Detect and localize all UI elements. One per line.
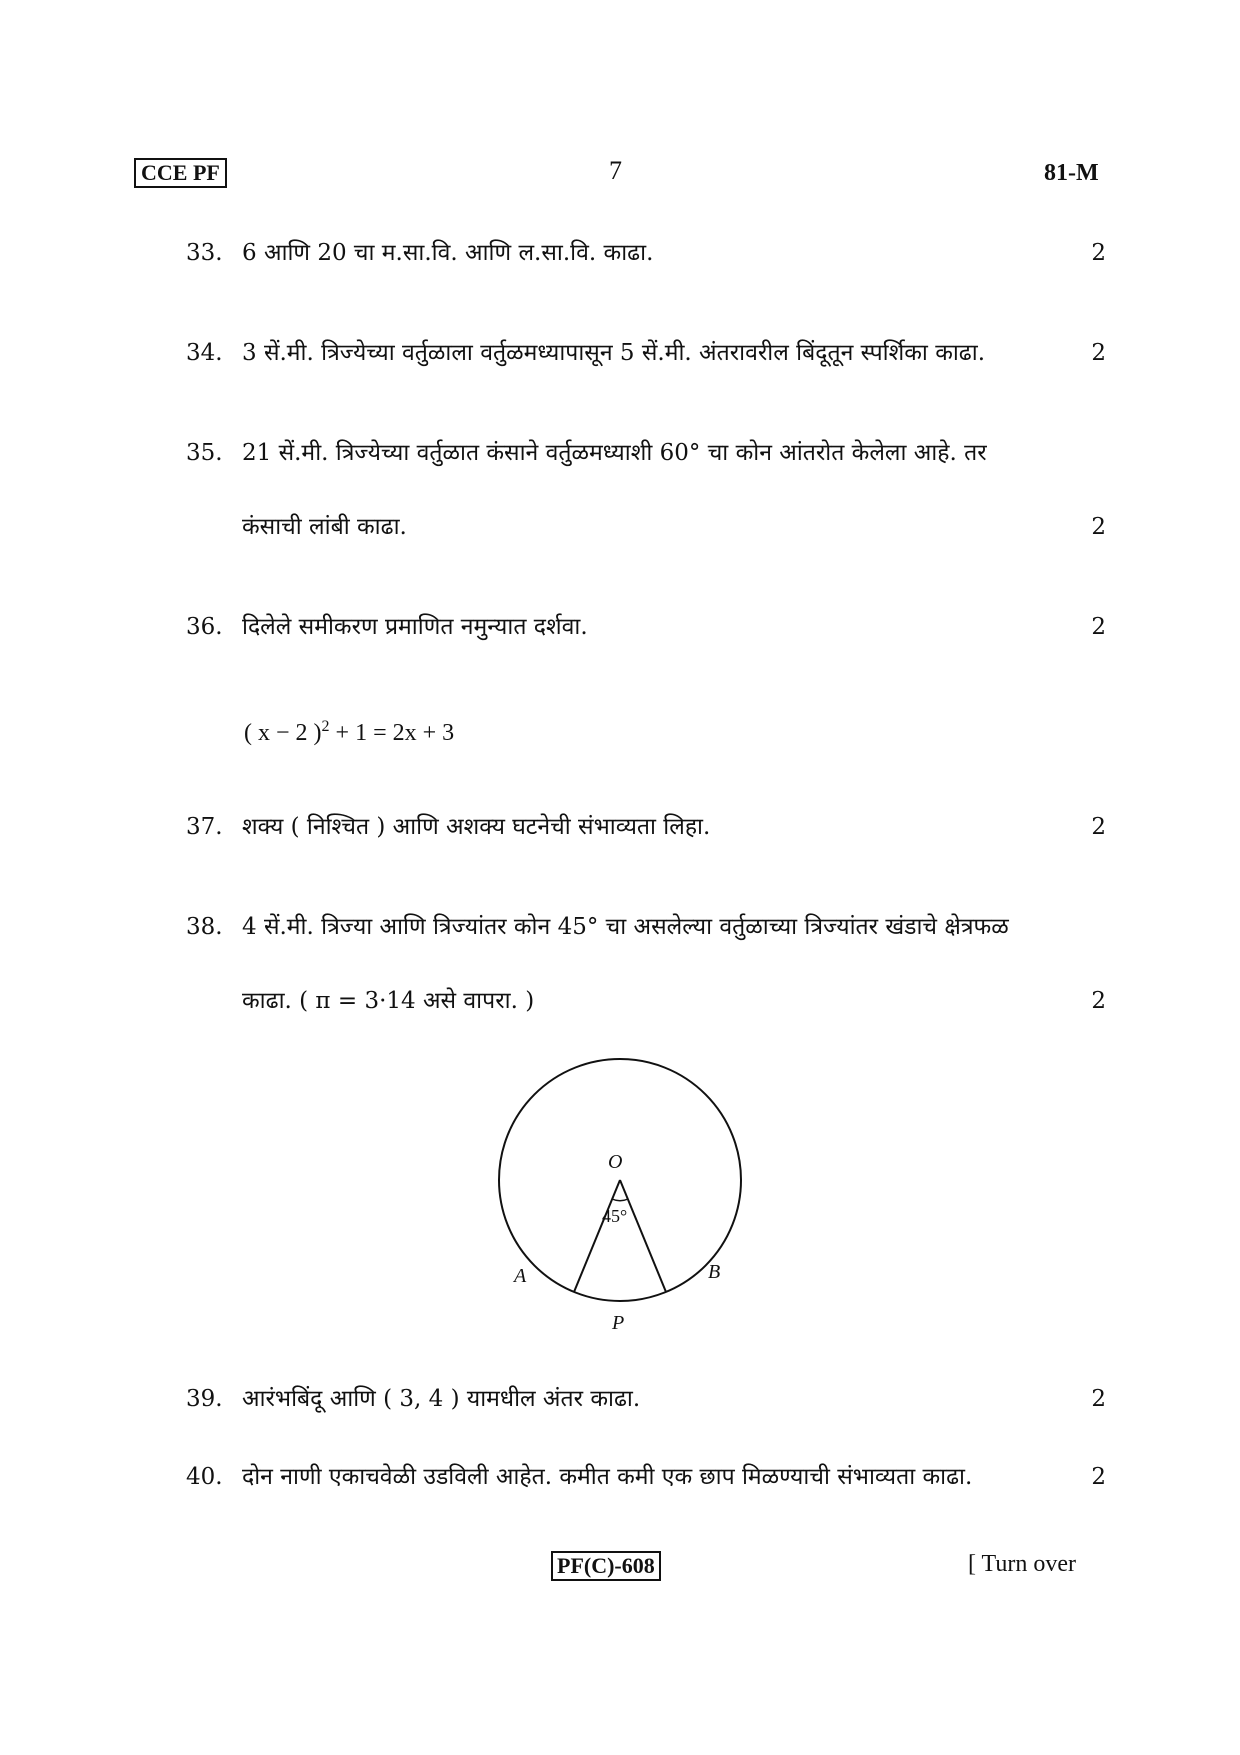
question-text: 21 सें.मी. त्रिज्येच्या वर्तुळात कंसाने वर्तुळमध्याशी 60° चा कोन आंतरोत केलेला आहे. तर	[242, 440, 987, 466]
equation-rest: + 1 = 2x + 3	[329, 720, 455, 746]
question-text: दिलेले समीकरण प्रमाणित नमुन्यात दर्शवा.	[242, 614, 588, 640]
question-marks: 2	[1091, 814, 1106, 840]
question-36	[186, 612, 1106, 642]
question-number: 36.	[186, 614, 223, 640]
sector-diagram	[490, 1050, 750, 1340]
question-number: 37.	[186, 814, 223, 840]
question-marks: 2	[1091, 340, 1106, 366]
question-33	[186, 238, 1106, 268]
label-a: A	[514, 1265, 527, 1287]
question-marks: 2	[1091, 1464, 1106, 1490]
equation	[244, 712, 454, 748]
question-number: 35.	[186, 440, 223, 466]
question-marks: 2	[1091, 514, 1106, 540]
question-38	[186, 912, 1106, 942]
question-continuation: काढा. ( π = 3·14 असे वापरा. )	[242, 988, 535, 1014]
question-text: 3 सें.मी. त्रिज्येच्या वर्तुळाला वर्तुळमध्यापासून 5 सें.मी. अंतरावरील बिंदूतून स्पर्शिका काढा.	[242, 340, 986, 366]
question-39	[186, 1384, 1106, 1414]
page-number: 7	[609, 156, 622, 185]
header-code-box: CCE PF	[134, 158, 227, 188]
question-text: आरंभबिंदू आणि ( 3, 4 ) यामधील अंतर काढा.	[242, 1386, 641, 1412]
question-text: दोन नाणी एकाचवेळी उडविली आहेत. कमीत कमी एक छाप मिळण्याची संभाव्यता काढा.	[242, 1464, 973, 1490]
angle-arc	[612, 1199, 628, 1201]
question-text: शक्य ( निश्चित ) आणि अशक्य घटनेची संभाव्यता लिहा.	[242, 814, 711, 840]
question-marks: 2	[1091, 1386, 1106, 1412]
question-35	[186, 438, 1106, 468]
question-number: 33.	[186, 240, 223, 266]
label-p: P	[612, 1312, 625, 1334]
question-40	[186, 1462, 1106, 1492]
question-marks: 2	[1091, 614, 1106, 640]
equation-lhs: ( x − 2 )	[244, 720, 322, 746]
label-angle: 45°	[602, 1206, 628, 1226]
footer-code-box: PF(C)-608	[551, 1551, 661, 1581]
radius-oa	[574, 1180, 620, 1292]
radius-ob	[620, 1180, 666, 1292]
question-34	[186, 338, 1106, 368]
question-number: 40.	[186, 1464, 223, 1490]
question-37	[186, 812, 1106, 842]
question-number: 38.	[186, 914, 223, 940]
turn-over-text: [ Turn over	[968, 1551, 1077, 1577]
question-text: 4 सें.मी. त्रिज्या आणि त्रिज्यांतर कोन 45° चा असलेल्या वर्तुळाच्या त्रिज्यांतर खंडाचे क्षेत्रफळ	[242, 914, 1009, 940]
question-number: 39.	[186, 1386, 223, 1412]
label-b: B	[708, 1261, 721, 1283]
paper-code: 81-M	[1044, 160, 1099, 186]
label-o: O	[608, 1151, 623, 1173]
question-marks: 2	[1091, 240, 1106, 266]
question-text: 6 आणि 20 चा म.सा.वि. आणि ल.सा.वि. काढा.	[242, 240, 654, 266]
question-continuation: कंसाची लांबी काढा.	[242, 514, 407, 540]
question-marks: 2	[1091, 988, 1106, 1014]
question-number: 34.	[186, 340, 223, 366]
equation-exponent: 2	[321, 718, 330, 735]
